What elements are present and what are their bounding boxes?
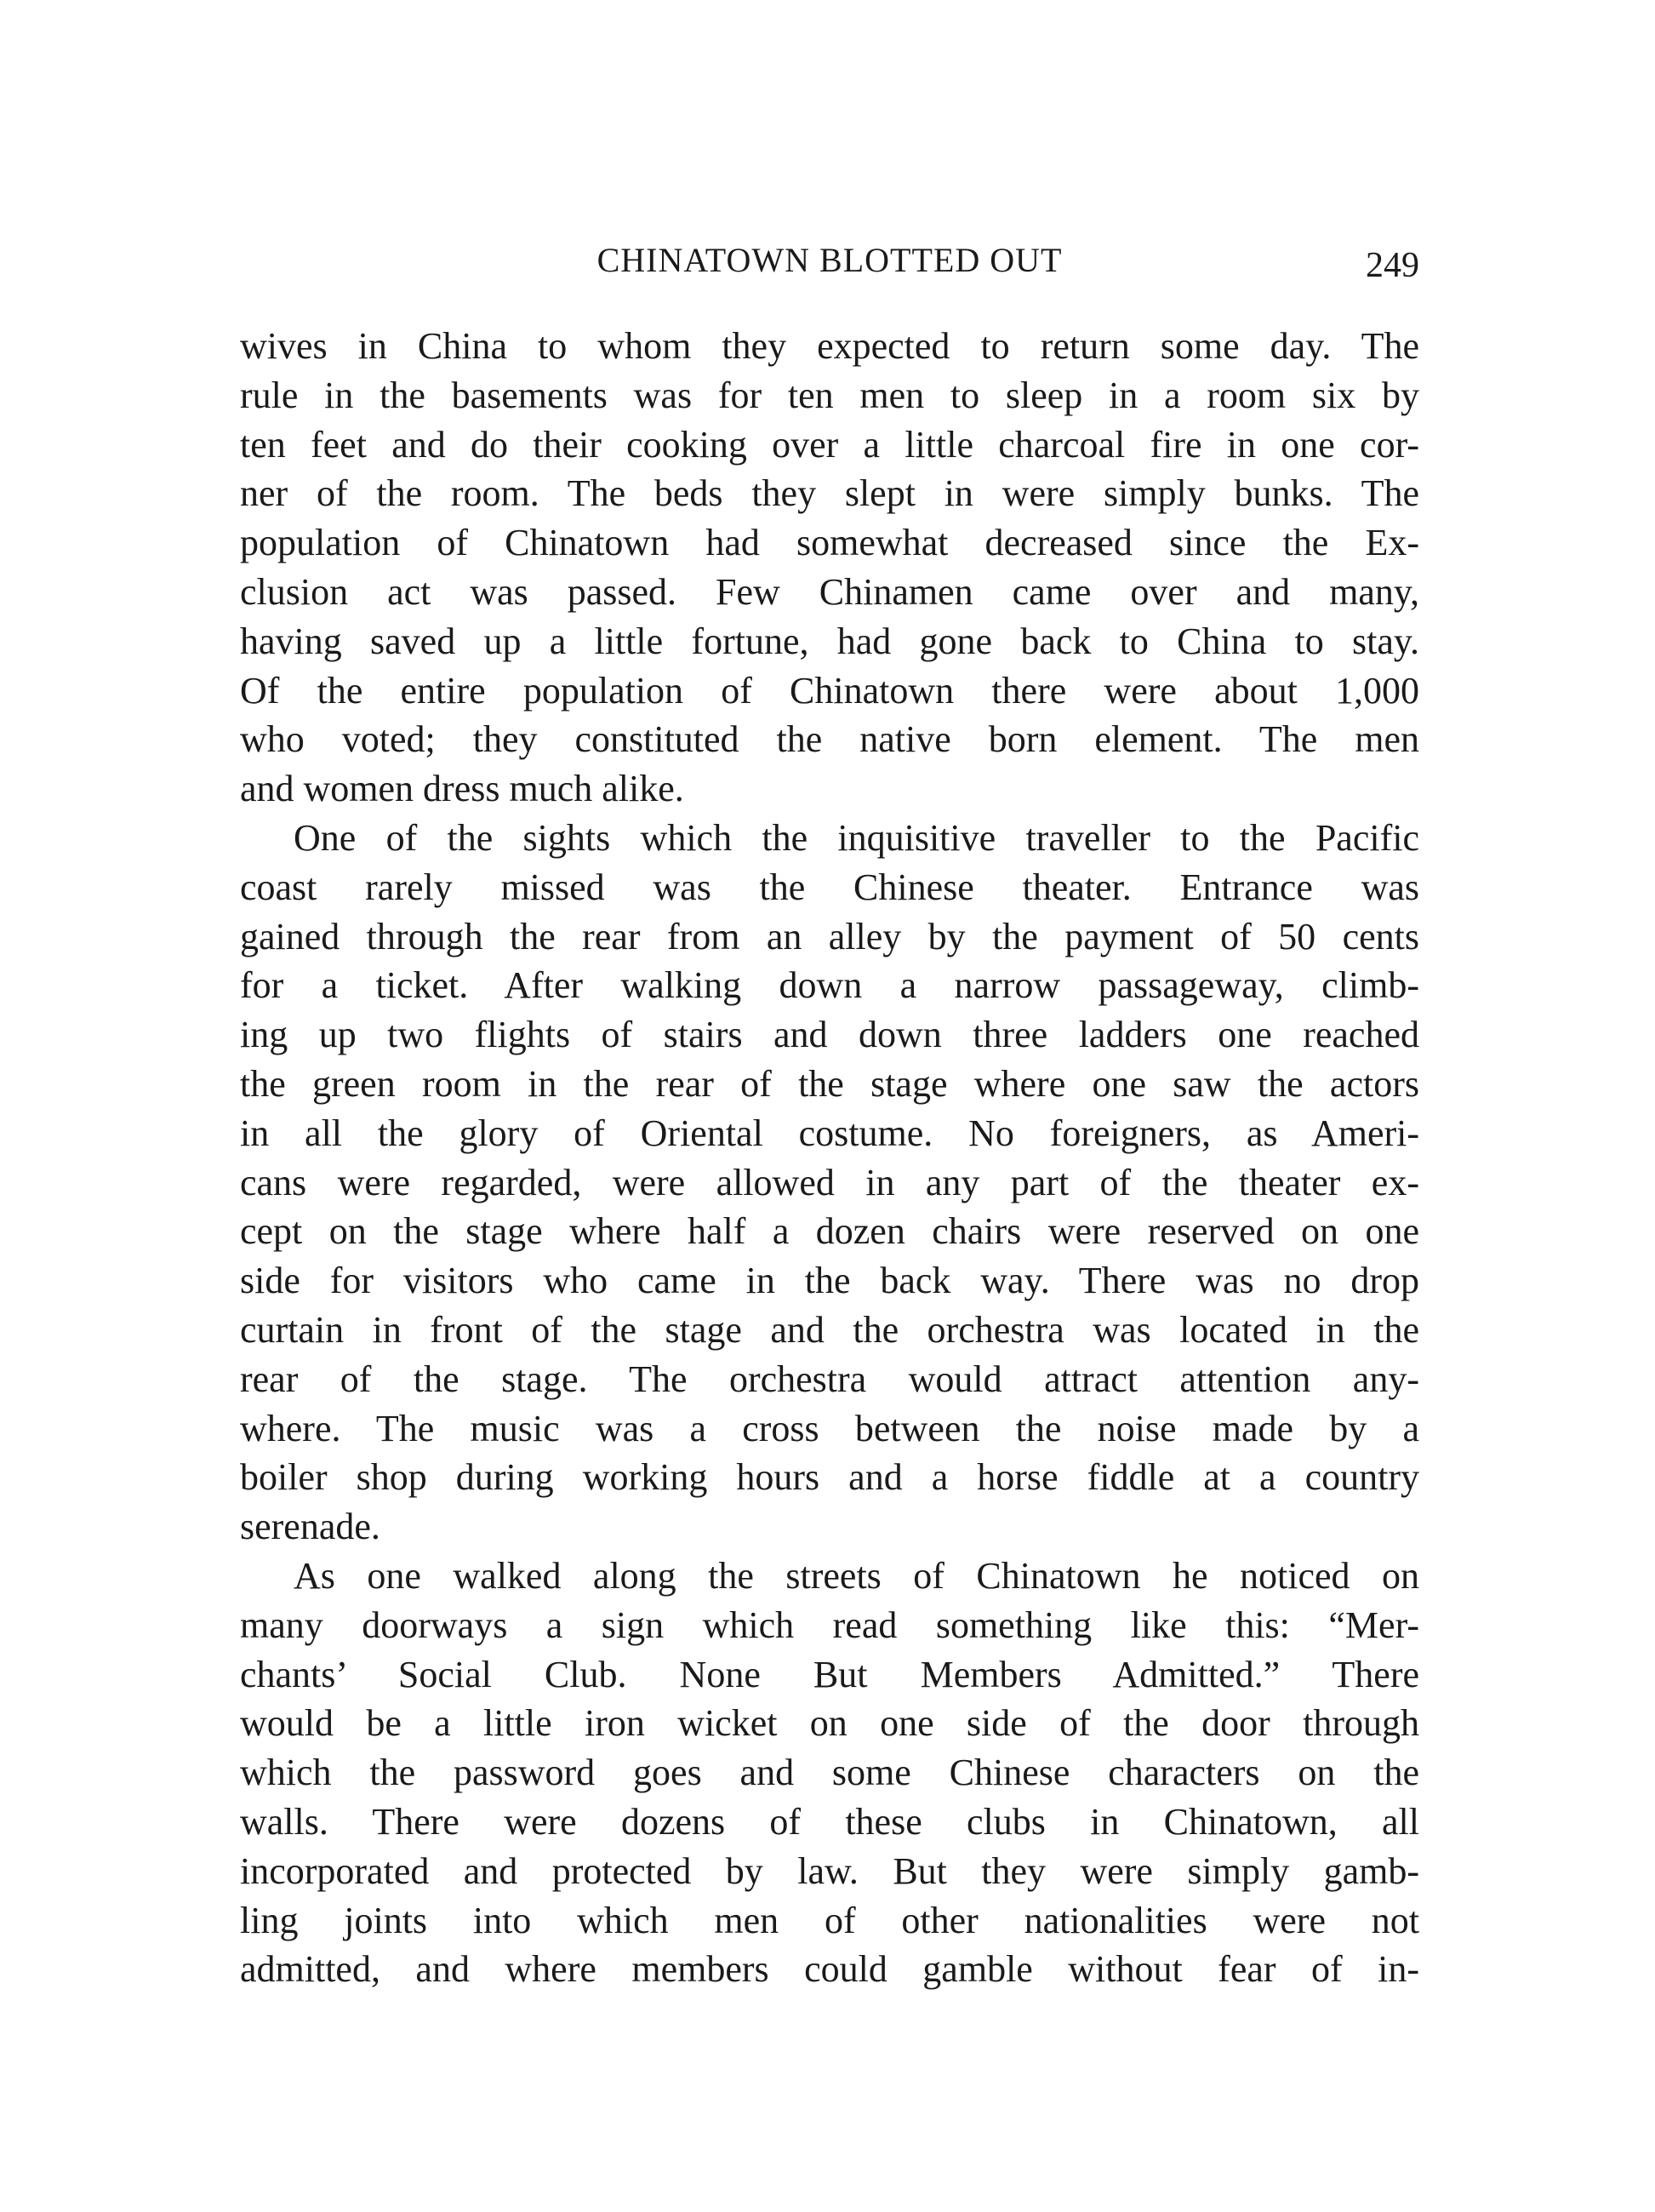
text-line-content: side for visitors who came in the back way. There was no drop: [240, 1260, 1419, 1302]
text-line-content: the green room in the rear of the stage where one saw the actors: [240, 1062, 1419, 1105]
text-line: [240, 1945, 1419, 1994]
text-line-content: where. The music was a cross between the noise made by a: [240, 1407, 1419, 1449]
text-line: [240, 568, 1419, 617]
paragraph: [240, 814, 1419, 1552]
text-line-content: ner of the room. The beds they slept in were simply bunks. The: [240, 472, 1419, 515]
text-line: [240, 1896, 1419, 1946]
paragraph: [240, 1552, 1419, 1994]
text-line-content: and women dress much alike.: [240, 768, 684, 810]
text-line: [240, 420, 1419, 470]
text-line: [240, 1060, 1419, 1109]
text-line: [240, 1010, 1419, 1060]
text-line-content: ten feet and do their cooking over a little charcoal fire in one cor-: [240, 423, 1419, 466]
text-line: [240, 1650, 1419, 1700]
text-line-content: who voted; they constituted the native born element. The men: [240, 718, 1419, 761]
text-line: [240, 1502, 1419, 1552]
text-line-content: ling joints into which men of other nationalities were not: [240, 1899, 1419, 1941]
text-line-content: in all the glory of Oriental costume. No foreigners, as Ameri-: [240, 1112, 1419, 1154]
text-line-content: which the password goes and some Chinese characters on the: [240, 1752, 1419, 1794]
text-line-content: cans were regarded, were allowed in any part of the theater ex-: [240, 1161, 1419, 1203]
text-line-content: serenade.: [240, 1506, 380, 1548]
text-line-content: curtain in front of the stage and the orchestra was located in the: [240, 1308, 1419, 1351]
text-line: [240, 764, 1419, 814]
text-line-content: Of the entire population of Chinatown there were about 1,000: [240, 669, 1419, 712]
text-line-content: clusion act was passed. Few Chinamen came over and many,: [240, 570, 1419, 613]
page-number: 249: [1366, 246, 1419, 285]
text-line-content: population of Chinatown had somewhat decreased since the Ex-: [240, 522, 1419, 564]
text-line-content: cept on the stage where half a dozen chairs were reserved on one: [240, 1210, 1419, 1253]
text-line-content: admitted, and where members could gamble without fear of in-: [240, 1948, 1419, 1991]
text-line-content: As one walked along the streets of Chinatown he noticed on: [294, 1554, 1419, 1597]
text-line-content: having saved up a little fortune, had gone back to China to stay.: [240, 620, 1419, 662]
text-line: [240, 1798, 1419, 1847]
text-line: [240, 1306, 1419, 1355]
text-line-content: wives in China to whom they expected to return some day. The: [240, 325, 1419, 367]
text-line: [240, 1404, 1419, 1454]
text-line: [240, 715, 1419, 764]
text-line-content: rear of the stage. The orchestra would attract attention any-: [240, 1357, 1419, 1400]
running-title: CHINATOWN BLOTTED OUT: [596, 241, 1063, 279]
text-line-content: One of the sights which the inquisitive traveller to the Pacific: [294, 816, 1419, 859]
text-line-content: rule in the basements was for ten men to sleep in a room six by: [240, 374, 1419, 416]
text-line: [240, 814, 1419, 863]
page-header: [240, 240, 1419, 291]
text-line-content: many doorways a sign which read something like this: “Mer-: [240, 1603, 1419, 1646]
text-line: [240, 863, 1419, 912]
text-line: [240, 1158, 1419, 1208]
text-line-content: boiler shop during working hours and a horse fiddle at a country: [240, 1456, 1419, 1499]
body-text: [240, 322, 1419, 1994]
text-line-content: gained through the rear from an alley by the payment of 50 cents: [240, 915, 1419, 957]
text-line-content: chants’ Social Club. None But Members Admitted.” There: [240, 1653, 1419, 1695]
text-line: [240, 1207, 1419, 1256]
text-line: [240, 1552, 1419, 1601]
text-line-content: would be a little iron wicket on one side of the door through: [240, 1702, 1419, 1745]
text-line-content: incorporated and protected by law. But they were simply gamb-: [240, 1849, 1419, 1892]
text-line-content: walls. There were dozens of these clubs in Chinatown, all: [240, 1800, 1419, 1843]
paragraph: [240, 322, 1419, 814]
text-line: [240, 1453, 1419, 1502]
text-line-content: coast rarely missed was the Chinese theater. Entrance was: [240, 866, 1419, 908]
text-line: [240, 1748, 1419, 1798]
text-line: [240, 1601, 1419, 1650]
text-line: [240, 1355, 1419, 1404]
text-line: [240, 912, 1419, 962]
text-line: [240, 961, 1419, 1010]
text-line-content: ing up two flights of stairs and down three ladders one reached: [240, 1014, 1419, 1056]
text-line: [240, 1256, 1419, 1306]
text-line: [240, 518, 1419, 568]
text-line: [240, 371, 1419, 420]
text-line-content: for a ticket. After walking down a narrow passageway, climb-: [240, 964, 1419, 1007]
text-line: [240, 322, 1419, 371]
text-line: [240, 617, 1419, 666]
text-line: [240, 1699, 1419, 1748]
text-line: [240, 1847, 1419, 1896]
text-line: [240, 469, 1419, 518]
text-line: [240, 666, 1419, 716]
text-line: [240, 1109, 1419, 1158]
